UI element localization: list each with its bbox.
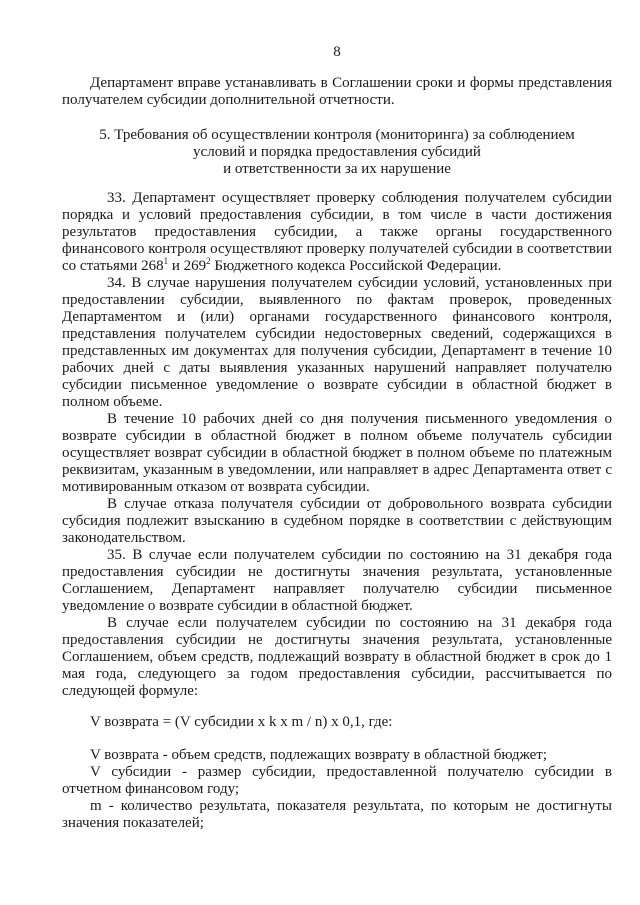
- document-page: [62, 44, 612, 832]
- paragraph-33-text: 33. Департамент осуществляет проверку соблюдения получателем субсидии порядка и условий предоставления субсидии, в том числе в части достижения результатов предоставления субсидии, а также органы государственного финансового контроля осуществляют проверку получателей субсидии в соответствии со статьями 268: [62, 190, 612, 274]
- section-heading-line: условий и порядка предоставления субсидий: [193, 144, 481, 160]
- paragraph-34-refund-term: В течение 10 рабочих дней со дня получения письменного уведомления о возврате субсидии в областной бюджет в полном объеме получатель субсидии осуществляет возврат субсидии в областной бюджет в полном объеме по платежным реквизитам, указанным в уведомлении, или направляет в адрес Департамента ответ с мотивированным отказом от возврата субсидии.: [62, 411, 612, 495]
- intro-paragraph: Департамент вправе устанавливать в Соглашении сроки и формы представления получателем субсидии дополнительной отчетности.: [62, 75, 612, 108]
- paragraph-33: [62, 190, 612, 275]
- paragraph-33-text: и 269: [168, 258, 207, 274]
- section-heading-line: и ответственности за их нарушение: [223, 161, 451, 177]
- definition-item: V возврата - объем средств, подлежащих возврату в областной бюджет;: [90, 747, 548, 763]
- section-heading: [62, 127, 612, 178]
- paragraph-35-formula-intro: В случае если получателем субсидии по состоянию на 31 декабря года предоставления субсидии не достигнуты значения результата, установленные Соглашением, объем средств, подлежащий возврату в областной бюджет в срок до 1 мая года, следующего за годом предоставления субсидии, рассчитывается по следующей формуле:: [62, 615, 612, 699]
- paragraph-34-refusal: В случае отказа получателя субсидии от добровольного возврата субсидии субсидия подлежит взысканию в судебном порядке в соответствии с действующим законодательством.: [62, 496, 612, 546]
- section-heading-line: 5. Требования об осуществлении контроля (мониторинга) за соблюдением: [99, 127, 575, 143]
- page-number: 8: [333, 44, 341, 60]
- superscript: 2: [206, 256, 211, 266]
- definition-item: m - количество результата, показателя результата, по которым не достигнуты значения показателей;: [62, 798, 612, 831]
- paragraph-33-text: Бюджетного кодекса Российской Федерации.: [210, 258, 502, 274]
- paragraph-35: 35. В случае если получателем субсидии по состоянию на 31 декабря года предоставления субсидии не достигнуты значения результата, установленные Соглашением, Департамент направляет получателю субсидии письменное уведомление о возврате субсидии в областной бюджет.: [62, 547, 612, 614]
- paragraph-34: 34. В случае нарушения получателем субсидии условий, установленных при предоставлении субсидии, выявленного по фактам проверок, проведенных Департаментом и (или) органами государственного финансового контроля, представления получателем субсидии недостоверных сведений, содержащихся в представленных им документах для получения субсидии, Департамент в течение 10 рабочих дней с даты выявления указанных нарушений направляет получателю субсидии письменное уведомление о возврате субсидии в областной бюджет в полном объеме.: [62, 275, 612, 410]
- definition-item: V субсидии - размер субсидии, предоставленной получателю субсидии в отчетном финансовом году;: [62, 764, 612, 797]
- superscript: 1: [163, 256, 169, 266]
- refund-formula: V возврата = (V субсидии x k x m / n) x 0,1, где:: [90, 714, 393, 730]
